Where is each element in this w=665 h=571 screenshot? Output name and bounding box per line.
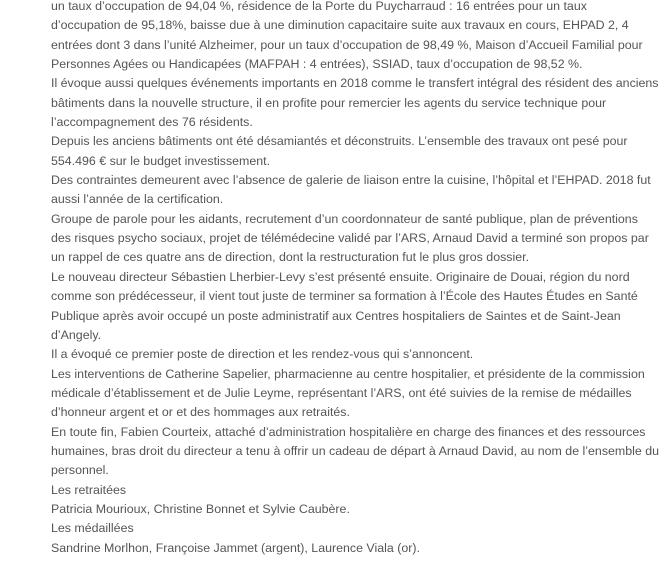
paragraph-new-director: Le nouveau directeur Sébastien Lherbier-Levy s’est présenté ensuite. Originaire de Douai, région du nord comme son prédécesseur, il vient tout juste de terminer sa formation à l’École des Hautes Études en Santé Publique après avoir occupé un poste administratif aux Centres hospitaliers de Saintes et de Saint-Jean d’Angely.	[51, 269, 638, 342]
paragraph-constraints: Des contraintes demeurent avec l’absence de galerie de liaison entre la cuisine, l’hôpital et l’EHPAD. 2018 fut aussi l’année de la certification.	[51, 173, 651, 207]
list-medal-recipients: Sandrine Morlhon, Françoise Jammet (argent), Laurence Viala (or).	[51, 540, 420, 555]
paragraph-farewell-gift: En toute fin, Fabien Courteix, attaché d’administration hospitalière en charge des finances et des ressources humaines, bras droit du directeur a tenu à offrir un cadeau de départ à Arnaud David, au nom de l’ensemble du personnel.	[51, 424, 659, 478]
paragraph-first-post: Il a évoqué ce premier poste de direction et les rendez-vous qui s’annoncent.	[51, 347, 474, 362]
paragraph-projects: Groupe de parole pour les aidants, recrutement d’un coordonnateur de santé publique, plan de préventions des risques psycho sociaux, projet de télémédecine validé par l’ARS, Arnaud David a terminé son propos par un rappel de ces quatre ans de direction, dont la restructuration fut le plus gros dossier.	[51, 211, 649, 265]
article-body	[51, 0, 659, 558]
heading-medal-recipients: Les médaillées	[51, 521, 134, 536]
paragraph-occupancy-rates: un taux d’occupation de 94,04 %, résidence de la Porte du Puycharraud : 16 entrées pour un taux d’occupation de 95,18%, baisse due à une diminution capacitaire suite aux travaux en cours, EHPAD 2, 4 entrées dont 3 dans l’unité Alzheimer, pour un taux d’occupation de 98,49 %, Maison d’Accueil Familial pour Personnes Agées ou Handicapées (MAFPAH : 4 entrées), SSIAD, taux d’occupation de 98,52 %.	[51, 0, 643, 72]
paragraph-works-budget: Depuis les anciens bâtiments ont été désamiantés et déconstruits. L’ensemble des travaux ont pesé pour 554.496 € sur le budget investissement.	[51, 134, 628, 168]
paragraph-interventions: Les interventions de Catherine Sapelier, pharmacienne au centre hospitalier, et présidente de la commission médicale d’établissement et de Julie Leyme, représentant l’ARS, ont été suivies de la remise de médailles d’honneur argent et or et des hommages aux retraités.	[51, 366, 645, 420]
paragraph-events-2018: Il évoque aussi quelques événements importants en 2018 comme le transfert intégral des résident des anciens bâtiments dans la nouvelle structure, il en profite pour remercier les agents du service technique pour l’accompagnement des 76 résidents.	[51, 76, 659, 130]
heading-retirees: Les retraitées	[51, 482, 127, 497]
list-retirees: Patricia Mourioux, Christine Bonnet et Sylvie Caubère.	[51, 501, 350, 516]
